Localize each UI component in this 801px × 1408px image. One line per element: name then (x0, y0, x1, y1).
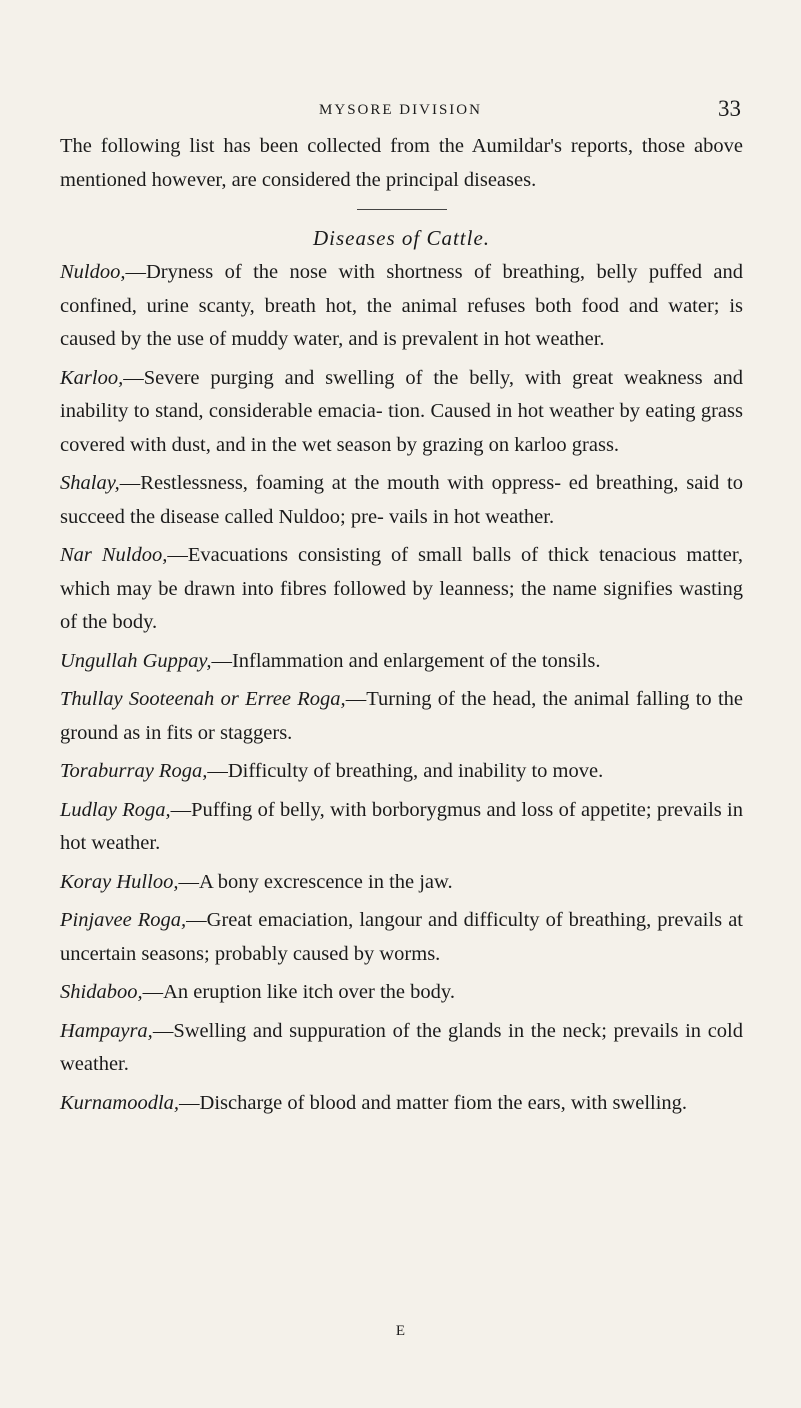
disease-name: Pinjavee Roga, (60, 909, 187, 931)
signature-mark: E (395, 1323, 406, 1339)
disease-entry (60, 904, 743, 971)
disease-description: —Severe purging and swelling of the belly, with great weakness and inability to stand, considerable emacia- tion. Caused in hot weather by eating grass covered with dust, and in the wet season by grazing on karloo grass. (60, 366, 743, 456)
disease-name: Ungullah Guppay, (60, 649, 212, 672)
disease-name: Shalay, (60, 472, 120, 494)
disease-description: —Great emaciation, langour and difficulty of breathing, prevails at uncertain seasons; probably caused by worms. (60, 909, 743, 965)
section-title: Diseases of Cattle. (312, 226, 491, 250)
disease-description: —Restlessness, foaming at the mouth with oppress- ed breathing, said to succeed the disease called Nuldoo; pre- vails in hot weather. (60, 472, 743, 528)
disease-description: —Turning of the head, the animal falling to the ground as in fits or staggers. (60, 688, 743, 744)
disease-description: —A bony excrescence in the jaw. (178, 870, 453, 893)
disease-description: —Difficulty of breathing, and inability to move. (207, 760, 604, 782)
disease-entry (60, 683, 743, 750)
disease-entry (60, 794, 743, 861)
disease-name: Kurnamoodla, (60, 1091, 180, 1114)
disease-entry (60, 755, 743, 789)
disease-name: Toraburray Roga, (60, 760, 208, 782)
disease-name: Thullay Sooteenah or Erree Roga, (60, 688, 346, 710)
disease-name: Hampayra, (60, 1019, 153, 1042)
disease-description: —Discharge of blood and matter fiom the ears, with swelling. (179, 1091, 688, 1114)
disease-name: Ludlay Roga, (60, 798, 171, 821)
disease-entry (60, 976, 743, 1010)
disease-entry (60, 1087, 743, 1121)
section-divider (357, 209, 447, 210)
disease-name: Koray Hulloo, (60, 870, 179, 893)
disease-entry (60, 539, 743, 640)
disease-description: —Evacuations consisting of small balls of thick tenacious matter, which may be drawn into fibres followed by leanness; the name signifies wasting of the body. (60, 544, 744, 633)
intro-paragraph: The following list has been collected from the Aumildar's reports, those above mentioned however, are considered the principal diseases. (60, 135, 743, 191)
disease-entry (60, 467, 743, 534)
disease-entry (60, 256, 743, 357)
page-number: 33 (718, 96, 741, 121)
disease-name: Shidaboo, (60, 981, 143, 1003)
disease-description: —Dryness of the nose with shortness of breathing, belly puffed and confined, urine scanty, breath hot, the animal refuses both food and water; is caused by the use of muddy water, and is prevalent in hot weather. (60, 261, 743, 350)
running-head (0, 96, 801, 126)
disease-description: —Swelling and suppuration of the glands in the neck; prevails in cold weather. (60, 1019, 743, 1075)
disease-name: Nuldoo, (60, 261, 126, 283)
running-title: MYSORE DIVISION (319, 102, 482, 118)
disease-name: Nar Nuldoo, (60, 544, 168, 566)
disease-description: —An eruption like itch over the body. (142, 981, 455, 1003)
body-text (60, 130, 743, 1125)
disease-entry (60, 1015, 743, 1082)
disease-entry (60, 866, 743, 900)
disease-entry (60, 362, 743, 463)
disease-name: Karloo, (60, 366, 124, 389)
disease-entry (60, 645, 743, 679)
disease-description: —Inflammation and enlargement of the tonsils. (211, 649, 601, 672)
disease-description: —Puffing of belly, with borborygmus and loss of appetite; prevails in hot weather. (60, 798, 743, 854)
